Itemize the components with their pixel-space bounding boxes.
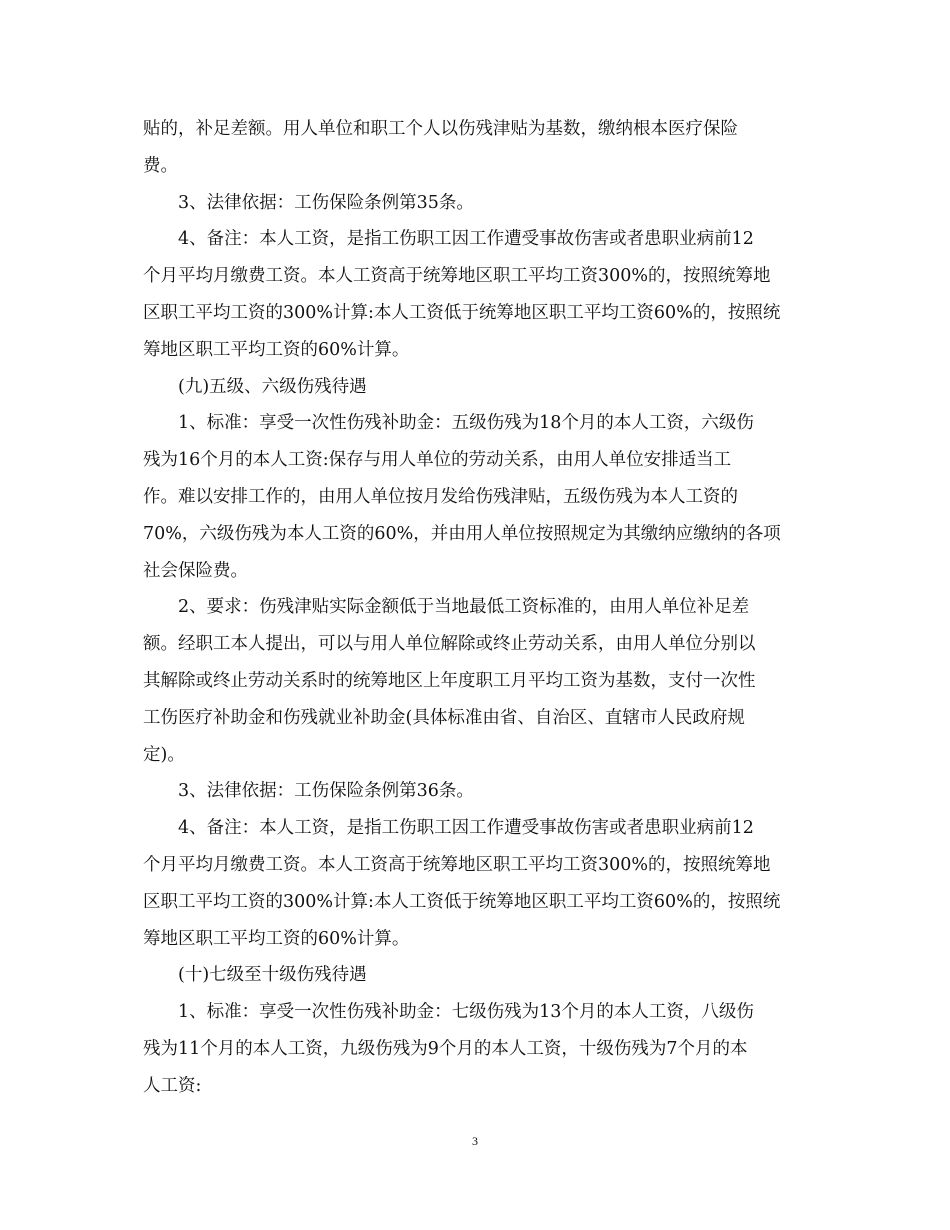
text-line: 1、标准：享受一次性伤残补助金：七级伤残为13个月的本人工资，八级伤	[178, 1002, 754, 1023]
text-line: 3、法律依据：工伤保险条例第36条。	[178, 781, 474, 802]
text-line: 70%，六级伤残为本人工资的60%，并由用人单位按照规定为其缴纳应缴纳的各项	[143, 523, 781, 544]
text-line: (九)五级、六级伤残待遇	[178, 376, 367, 397]
paragraph	[143, 405, 808, 589]
text-line: 人工资:	[143, 1075, 202, 1096]
paragraph	[143, 369, 808, 406]
text-line: 残为16个月的本人工资:保存与用人单位的劳动关系，由用人单位安排适当工	[143, 450, 732, 471]
text-line: 1、标准：享受一次性伤残补助金：五级伤残为18个月的本人工资，六级伤	[178, 413, 754, 434]
text-line: 费。	[143, 155, 178, 176]
text-line: 个月平均月缴费工资。本人工资高于统筹地区职工平均工资300%的，按照统筹地	[143, 266, 771, 287]
text-line: 2、要求：伤残津贴实际金额低于当地最低工资标准的，由用人单位补足差	[178, 597, 750, 618]
text-line: (十)七级至十级伤残待遇	[178, 965, 367, 986]
document-body	[143, 111, 808, 1105]
paragraph	[143, 589, 808, 773]
text-line: 4、备注：本人工资，是指工伤职工因工作遭受事故伤害或者患职业病前12	[178, 818, 754, 839]
paragraph	[143, 185, 808, 222]
paragraph	[143, 994, 808, 1104]
text-line: 工伤医疗补助金和伤残就业补助金(具体标准由省、自治区、直辖市人民政府规	[143, 707, 745, 728]
page-number: 3	[472, 1134, 478, 1148]
text-line: 社会保险费。	[143, 560, 248, 581]
text-line: 额。经职工本人提出，可以与用人单位解除或终止劳动关系，由用人单位分别以	[143, 634, 756, 655]
text-line: 其解除或终止劳动关系时的统筹地区上年度职工月平均工资为基数，支付一次性	[143, 670, 756, 691]
text-line: 区职工平均工资的300%计算:本人工资低于统筹地区职工平均工资60%的，按照统	[143, 302, 781, 323]
text-line: 筹地区职工平均工资的60%计算。	[143, 339, 410, 360]
paragraph	[143, 773, 808, 810]
paragraph	[143, 957, 808, 994]
text-line: 贴的，补足差额。用人单位和职工个人以伤残津贴为基数，缴纳根本医疗保险	[143, 119, 738, 139]
paragraph	[143, 111, 808, 185]
text-line: 作。难以安排工作的，由用人单位按月发给伤残津贴，五级伤残为本人工资的	[143, 486, 738, 507]
text-line: 区职工平均工资的300%计算:本人工资低于统筹地区职工平均工资60%的，按照统	[143, 891, 781, 912]
text-line: 残为11个月的本人工资，九级伤残为9个月的本人工资，十级伤残为7个月的本	[143, 1038, 748, 1059]
text-line: 筹地区职工平均工资的60%计算。	[143, 928, 410, 949]
text-line: 4、备注：本人工资，是指工伤职工因工作遭受事故伤害或者患职业病前12	[178, 229, 754, 250]
text-line: 3、法律依据：工伤保险条例第35条。	[178, 192, 474, 213]
paragraph	[143, 221, 808, 368]
paragraph	[143, 810, 808, 957]
text-line: 定)。	[143, 744, 185, 765]
text-line: 个月平均月缴费工资。本人工资高于统筹地区职工平均工资300%的，按照统筹地	[143, 854, 771, 875]
